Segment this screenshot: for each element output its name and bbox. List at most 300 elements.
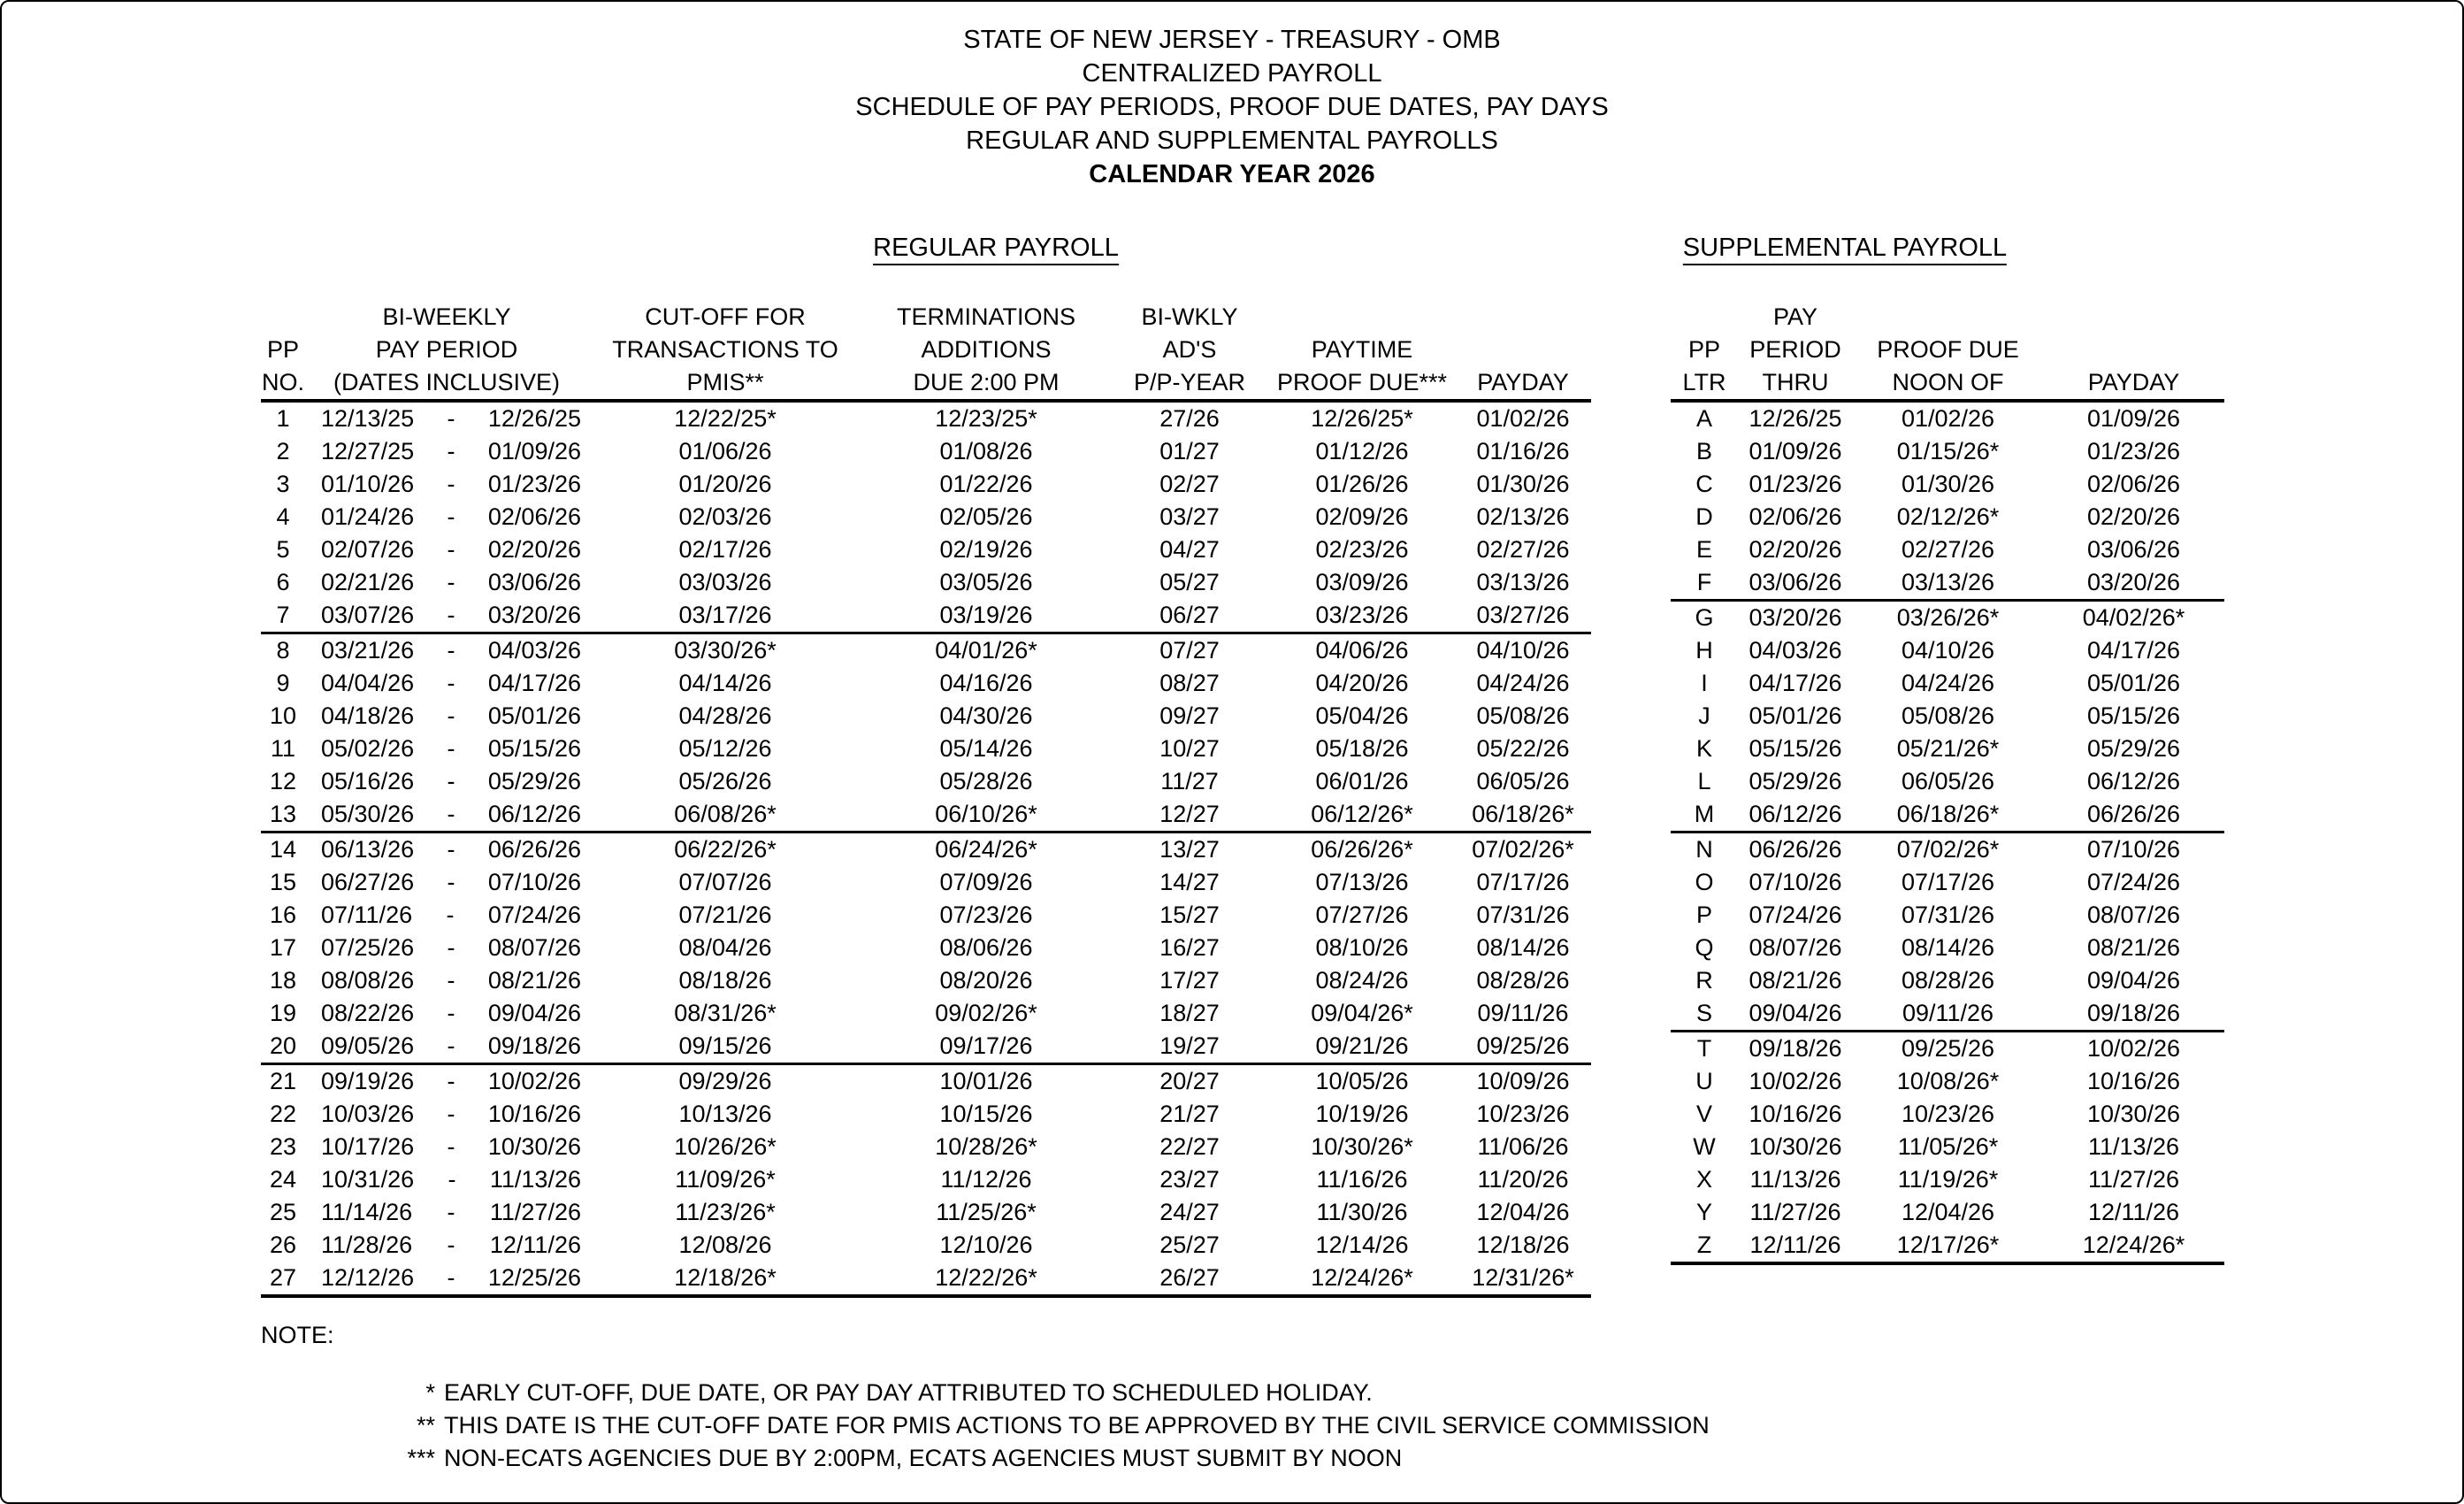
pp-letter: G — [1695, 604, 1714, 631]
proof-due-date: 08/14/26 — [1901, 934, 1995, 961]
terminations-date: 03/19/26 — [862, 599, 1110, 633]
period-separator: - — [447, 735, 455, 762]
col-header-payday — [1455, 301, 1591, 401]
pp-number: 16 — [269, 902, 297, 928]
supplemental-table-body — [1671, 401, 2224, 1263]
payday-date: 11/13/26 — [2087, 1133, 2180, 1160]
paytime-proof-due-date: 04/06/26 — [1315, 637, 1409, 664]
supplemental-row-C — [1671, 468, 2224, 501]
terminations-date: 12/10/26 — [939, 1232, 1033, 1258]
cutoff-date: 05/12/26 — [678, 735, 772, 762]
pp-letter: T — [1696, 1035, 1712, 1062]
proof-due-date: 01/02/26 — [1901, 405, 1995, 432]
pay-period-range — [305, 798, 588, 831]
regular-row-8 — [261, 633, 1591, 668]
biwkly-ads-pp-year: 27/26 — [1159, 405, 1220, 432]
period-separator: - — [447, 1068, 455, 1094]
note-marker: *** — [407, 1445, 435, 1471]
period-end-date: 03/06/26 — [487, 569, 581, 595]
biwkly-ads-pp-year: 10/27 — [1159, 735, 1220, 762]
period-separator: - — [447, 1199, 455, 1225]
paytime-proof-due-date: 08/10/26 — [1315, 934, 1409, 961]
period-separator: - — [447, 702, 455, 729]
payday-date: 10/30/26 — [2086, 1101, 2181, 1127]
pp-number: 26 — [269, 1232, 297, 1258]
proof-due-date: 07/02/26* — [1896, 836, 2000, 863]
title-line-department: CENTRALIZED PAYROLL — [1082, 59, 1382, 88]
payday-date: 01/16/26 — [1476, 438, 1570, 464]
pay-period-thru-date: 10/16/26 — [1749, 1101, 1842, 1127]
pay-period-thru-date: 09/04/26 — [1738, 997, 1853, 1032]
payday-date: 02/06/26 — [2086, 471, 2181, 497]
payday-date: 02/27/26 — [1476, 536, 1570, 563]
supplemental-row-W — [1671, 1131, 2224, 1163]
payday-date: 07/02/26* — [1472, 836, 1574, 863]
column-header-line: NO. — [261, 369, 304, 395]
pp-letter: Y — [1695, 1199, 1712, 1225]
column-header-line: TERMINATIONS — [897, 303, 1075, 330]
pay-period-thru-date: 07/24/26 — [1749, 902, 1842, 928]
supplemental-row-J — [1671, 700, 2224, 733]
payday-date: 08/28/26 — [1476, 967, 1570, 994]
terminations-date: 07/23/26 — [939, 902, 1033, 928]
pay-period-thru-date: 05/01/26 — [1749, 702, 1842, 729]
pp-number: 22 — [269, 1101, 297, 1127]
cutoff-date: 06/08/26* — [588, 798, 862, 833]
regular-table — [261, 301, 1591, 1298]
payday-date: 10/02/26 — [2086, 1035, 2181, 1062]
pay-period-thru-date: 02/06/26 — [1749, 503, 1842, 530]
pp-letter: C — [1695, 471, 1713, 497]
pp-letter: Z — [1671, 1229, 1738, 1263]
terminations-date: 06/10/26* — [862, 798, 1110, 833]
pay-period-dates — [305, 866, 588, 899]
period-start-date: 02/07/26 — [321, 536, 415, 563]
payday-date: 03/20/26 — [2043, 566, 2224, 601]
supplemental-row-I — [1671, 667, 2224, 700]
period-separator: - — [447, 602, 455, 628]
terminations-date: 08/20/26 — [939, 967, 1033, 994]
period-end-date: 10/30/26 — [487, 1133, 581, 1160]
terminations-date: 09/17/26 — [862, 1030, 1110, 1064]
col-header-paytime-proof-due — [1269, 301, 1455, 401]
pay-period-dates — [305, 599, 588, 633]
pay-period-thru-date: 01/09/26 — [1749, 438, 1842, 464]
paytime-proof-due-date: 07/27/26 — [1315, 902, 1409, 928]
pay-period-range — [305, 833, 588, 866]
terminations-date: 03/05/26 — [939, 569, 1033, 595]
pay-period-range — [305, 700, 588, 733]
payday-date: 09/25/26 — [1455, 1030, 1591, 1064]
period-start-date: 02/21/26 — [321, 569, 415, 595]
pay-period-range — [305, 964, 588, 997]
period-start-date: 09/05/26 — [321, 1032, 415, 1059]
regular-row-5 — [261, 533, 1591, 566]
column-header-line: DUE 2:00 PM — [913, 369, 1060, 395]
pay-period-range — [305, 1030, 588, 1063]
payday-date: 10/16/26 — [2086, 1068, 2181, 1094]
pp-number: 6 — [276, 569, 290, 595]
pp-number: 23 — [269, 1133, 297, 1160]
period-end-date: 07/24/26 — [487, 902, 581, 928]
pp-letter: V — [1695, 1101, 1712, 1127]
terminations-date: 04/16/26 — [939, 670, 1033, 696]
biwkly-ads-pp-year: 02/27 — [1159, 471, 1220, 497]
period-start-date: 06/13/26 — [321, 836, 415, 863]
payday-date: 04/17/26 — [2086, 637, 2181, 664]
biwkly-ads-pp-year: 26/27 — [1110, 1262, 1269, 1296]
pp-number: 5 — [276, 536, 290, 563]
pp-number: 3 — [276, 471, 290, 497]
cutoff-date: 08/31/26* — [674, 1000, 777, 1026]
period-start-date: 09/19/26 — [321, 1068, 415, 1094]
payday-date: 02/13/26 — [1476, 503, 1570, 530]
regular-row-23 — [261, 1131, 1591, 1163]
supplemental-row-Z — [1671, 1229, 2224, 1263]
pay-period-thru-date: 04/03/26 — [1749, 637, 1842, 664]
period-end-date: 09/18/26 — [487, 1032, 581, 1059]
period-start-date: 04/18/26 — [321, 702, 415, 729]
paytime-proof-due-date: 06/26/26* — [1311, 836, 1413, 863]
supplemental-row-T — [1671, 1032, 2224, 1066]
pay-period-range — [305, 1196, 588, 1229]
pp-letter: F — [1671, 566, 1738, 601]
payday-date: 01/02/26 — [1476, 405, 1570, 432]
terminations-date: 01/08/26 — [939, 438, 1033, 464]
pp-number: 20 — [261, 1030, 305, 1064]
paytime-proof-due-date: 09/21/26 — [1269, 1030, 1455, 1064]
cutoff-date: 06/22/26* — [674, 836, 777, 863]
column-header-line: ADDITIONS — [921, 336, 1052, 363]
paytime-proof-due-date: 06/01/26 — [1315, 768, 1409, 794]
cutoff-date: 03/17/26 — [588, 599, 862, 633]
period-start-date: 12/27/25 — [321, 438, 415, 464]
pp-number: 25 — [269, 1199, 297, 1225]
supplemental-row-N — [1671, 833, 2224, 867]
period-end-date: 08/07/26 — [487, 934, 581, 961]
pp-letter: R — [1695, 967, 1713, 994]
payday-date: 08/14/26 — [1476, 934, 1570, 961]
biwkly-ads-pp-year: 22/27 — [1159, 1133, 1220, 1160]
period-start-date: 10/03/26 — [321, 1101, 415, 1127]
note-item-3 — [380, 1442, 1710, 1475]
pp-number: 18 — [269, 967, 297, 994]
pp-letter: K — [1695, 735, 1712, 762]
supplemental-row-U — [1671, 1065, 2224, 1098]
regular-row-13 — [261, 798, 1591, 833]
pp-letter: U — [1695, 1068, 1713, 1094]
note-marker: * — [425, 1379, 435, 1406]
pay-period-thru-date: 06/26/26 — [1749, 836, 1842, 863]
pay-period-dates — [305, 765, 588, 798]
proof-due-date: 05/21/26* — [1896, 735, 2000, 762]
period-separator: - — [447, 637, 455, 664]
terminations-date: 11/25/26* — [936, 1199, 1037, 1225]
payday-date: 12/24/26* — [2043, 1229, 2224, 1263]
pay-period-dates — [305, 566, 588, 599]
payday-date: 11/20/26 — [1477, 1166, 1569, 1193]
cutoff-date: 01/06/26 — [678, 438, 772, 464]
period-end-date: 12/11/26 — [489, 1232, 581, 1258]
payday-date: 11/27/26 — [2087, 1166, 2180, 1193]
proof-due-date: 01/15/26* — [1896, 438, 2000, 464]
regular-row-14 — [261, 833, 1591, 867]
period-end-date: 08/21/26 — [487, 967, 581, 994]
pay-period-dates — [305, 1030, 588, 1064]
paytime-proof-due-date: 01/26/26 — [1315, 471, 1409, 497]
cutoff-date: 04/14/26 — [678, 670, 772, 696]
pp-letter: E — [1695, 536, 1712, 563]
pay-period-range — [305, 501, 588, 533]
terminations-date: 06/24/26* — [935, 836, 1037, 863]
biwkly-ads-pp-year: 25/27 — [1159, 1232, 1220, 1258]
cutoff-date: 12/08/26 — [678, 1232, 772, 1258]
payday-date: 04/02/26* — [2082, 604, 2185, 631]
biwkly-ads-pp-year: 20/27 — [1159, 1068, 1220, 1094]
period-start-date: 07/25/26 — [321, 934, 415, 961]
payday-date: 07/10/26 — [2086, 836, 2181, 863]
period-start-date: 04/04/26 — [321, 670, 415, 696]
period-end-date: 12/26/25 — [487, 405, 581, 432]
pay-period-thru-date: 05/15/26 — [1749, 735, 1842, 762]
payday-date: 08/07/26 — [2086, 902, 2181, 928]
pp-letter: I — [1701, 670, 1708, 696]
period-end-date: 01/23/26 — [487, 471, 581, 497]
pay-period-dates — [305, 833, 588, 867]
column-header-line: PROOF DUE*** — [1276, 369, 1448, 395]
cutoff-date: 02/17/26 — [678, 536, 772, 563]
pay-period-range — [305, 1098, 588, 1131]
pay-period-dates — [305, 1064, 588, 1099]
column-header-line: AD'S — [1162, 336, 1217, 363]
pay-period-dates — [305, 533, 588, 566]
supplemental-row-Q — [1671, 932, 2224, 964]
pay-period-range — [305, 997, 588, 1030]
cutoff-date: 11/09/26* — [675, 1166, 776, 1193]
column-header-line: TRANSACTIONS TO — [612, 336, 838, 363]
payday-date: 05/22/26 — [1476, 735, 1570, 762]
column-header-line: PP — [1687, 336, 1721, 363]
pay-period-dates — [305, 932, 588, 964]
biwkly-ads-pp-year: 11/27 — [1160, 768, 1219, 794]
pay-period-thru-date: 10/02/26 — [1749, 1068, 1842, 1094]
regular-row-26 — [261, 1229, 1591, 1262]
period-end-date: 02/06/26 — [487, 503, 581, 530]
pp-number: 4 — [276, 503, 290, 530]
note-marker: ** — [416, 1412, 435, 1439]
proof-due-date: 05/08/26 — [1901, 702, 1995, 729]
pay-period-dates — [305, 435, 588, 468]
pay-period-range — [305, 899, 588, 932]
terminations-date: 05/14/26 — [939, 735, 1033, 762]
period-end-date: 11/27/26 — [489, 1199, 581, 1225]
regular-row-9 — [261, 667, 1591, 700]
pay-period-dates — [305, 501, 588, 533]
payday-date: 08/21/26 — [2086, 934, 2181, 961]
regular-row-24 — [261, 1163, 1591, 1196]
col-header-biwkly-ads — [1110, 301, 1269, 401]
supplemental-row-F — [1671, 566, 2224, 601]
regular-row-15 — [261, 866, 1591, 899]
pp-number: 24 — [269, 1166, 297, 1193]
period-separator: - — [446, 902, 455, 928]
period-end-date: 05/29/26 — [487, 768, 581, 794]
period-separator: - — [447, 801, 455, 827]
regular-payroll-section-title-text: REGULAR PAYROLL — [873, 234, 1119, 265]
cutoff-date: 08/18/26 — [678, 967, 772, 994]
regular-row-17 — [261, 932, 1591, 964]
proof-due-date: 02/12/26* — [1896, 503, 2000, 530]
proof-due-date: 09/11/26 — [1853, 997, 2043, 1032]
col-header-pp-no — [261, 301, 305, 401]
supplemental-row-D — [1671, 501, 2224, 533]
notes-list — [380, 1377, 1710, 1475]
supplemental-row-B — [1671, 435, 2224, 468]
pay-period-dates — [305, 1229, 588, 1262]
supplemental-row-G — [1671, 601, 2224, 635]
regular-row-20 — [261, 1030, 1591, 1064]
pay-period-dates — [305, 899, 588, 932]
note-text: NON-ECATS AGENCIES DUE BY 2:00PM, ECATS AGENCIES MUST SUBMIT BY NOON — [444, 1445, 1403, 1471]
proof-due-date: 02/27/26 — [1901, 536, 1995, 563]
biwkly-ads-pp-year: 18/27 — [1159, 1000, 1220, 1026]
proof-due-date: 11/19/26* — [1897, 1166, 1999, 1193]
terminations-date: 04/01/26* — [935, 637, 1037, 664]
pay-period-dates — [305, 733, 588, 765]
period-separator: - — [447, 536, 455, 563]
title-line-calendar-year: CALENDAR YEAR 2026 — [1089, 160, 1375, 188]
paytime-proof-due-date: 10/30/26* — [1311, 1133, 1413, 1160]
period-end-date: 06/26/26 — [487, 836, 581, 863]
pay-period-dates — [305, 1098, 588, 1131]
pp-letter: Q — [1695, 934, 1714, 961]
cutoff-date: 03/30/26* — [674, 637, 777, 664]
terminations-date: 02/05/26 — [939, 503, 1033, 530]
proof-due-date: 01/30/26 — [1901, 471, 1995, 497]
period-separator: - — [447, 1232, 455, 1258]
col-header-cutoff-pmis — [588, 301, 862, 401]
pay-period-range — [305, 403, 588, 435]
period-start-date: 08/22/26 — [321, 1000, 415, 1026]
col-header-pp-ltr — [1671, 301, 1738, 401]
pay-period-range — [305, 866, 588, 899]
regular-row-10 — [261, 700, 1591, 733]
pay-period-range — [305, 1163, 588, 1196]
pay-period-range — [305, 533, 588, 566]
title-line-agency: STATE OF NEW JERSEY - TREASURY - OMB — [963, 26, 1501, 54]
column-header-line: (DATES INCLUSIVE) — [333, 369, 561, 395]
pp-number: 27 — [261, 1262, 305, 1296]
paytime-proof-due-date: 12/24/26* — [1269, 1262, 1455, 1296]
period-end-date: 04/03/26 — [487, 637, 581, 664]
supplemental-row-H — [1671, 634, 2224, 667]
pay-period-range — [305, 599, 588, 632]
terminations-date: 09/02/26* — [935, 1000, 1037, 1026]
cutoff-date: 10/26/26* — [674, 1133, 777, 1160]
terminations-date: 01/22/26 — [939, 471, 1033, 497]
biwkly-ads-pp-year: 06/27 — [1110, 599, 1269, 633]
pay-period-thru-date: 04/17/26 — [1749, 670, 1842, 696]
payday-date: 12/11/26 — [2087, 1199, 2180, 1225]
regular-row-16 — [261, 899, 1591, 932]
cutoff-date: 12/22/25* — [674, 405, 777, 432]
pp-number: 19 — [269, 1000, 297, 1026]
regular-row-12 — [261, 765, 1591, 798]
proof-due-date: 08/28/26 — [1901, 967, 1995, 994]
period-separator: - — [447, 1264, 455, 1291]
biwkly-ads-pp-year: 16/27 — [1159, 934, 1220, 961]
pp-number: 2 — [276, 438, 290, 464]
column-header-line — [1455, 334, 1591, 366]
column-header-line: P/P-YEAR — [1133, 369, 1246, 395]
payday-date: 03/13/26 — [1476, 569, 1570, 595]
terminations-date: 08/06/26 — [939, 934, 1033, 961]
note-text: EARLY CUT-OFF, DUE DATE, OR PAY DAY ATTRIBUTED TO SCHEDULED HOLIDAY. — [444, 1379, 1373, 1406]
period-end-date: 10/16/26 — [487, 1101, 581, 1127]
supplemental-row-O — [1671, 866, 2224, 899]
column-header-line: CUT-OFF FOR — [645, 303, 806, 330]
biwkly-ads-pp-year: 23/27 — [1159, 1166, 1220, 1193]
proof-due-date: 04/10/26 — [1901, 637, 1995, 664]
payday-date: 04/24/26 — [1476, 670, 1570, 696]
column-header-line: THRU — [1762, 369, 1829, 395]
pay-period-dates — [305, 1131, 588, 1163]
period-separator: - — [447, 1101, 455, 1127]
regular-row-6 — [261, 566, 1591, 599]
note-label: NOTE: — [261, 1322, 334, 1348]
column-header-line — [2043, 301, 2224, 334]
paytime-proof-due-date: 05/18/26 — [1315, 735, 1409, 762]
regular-row-21 — [261, 1064, 1591, 1099]
paytime-proof-due-date: 05/04/26 — [1315, 702, 1409, 729]
pay-period-dates — [305, 700, 588, 733]
pp-letter: N — [1695, 836, 1713, 863]
period-separator: - — [447, 569, 455, 595]
period-start-date: 10/31/26 — [321, 1166, 415, 1193]
biwkly-ads-pp-year: 12/27 — [1110, 798, 1269, 833]
pp-letter: P — [1695, 902, 1712, 928]
payday-date: 01/09/26 — [2086, 405, 2181, 432]
biwkly-ads-pp-year: 07/27 — [1159, 637, 1220, 664]
proof-due-date: 11/05/26* — [1897, 1133, 1999, 1160]
period-end-date: 11/13/26 — [489, 1166, 581, 1193]
pp-number: 13 — [261, 798, 305, 833]
pay-period-thru-date: 11/13/26 — [1749, 1166, 1841, 1193]
period-start-date: 05/16/26 — [321, 768, 415, 794]
payday-date: 01/23/26 — [2086, 438, 2181, 464]
period-end-date: 06/12/26 — [487, 801, 581, 827]
proof-due-date: 06/18/26* — [1853, 798, 2043, 833]
column-header-line — [1269, 301, 1455, 334]
regular-row-2 — [261, 435, 1591, 468]
terminations-date: 05/28/26 — [939, 768, 1033, 794]
pay-period-range — [305, 1065, 588, 1098]
period-end-date: 10/02/26 — [487, 1068, 581, 1094]
proof-due-date: 06/05/26 — [1901, 768, 1995, 794]
payday-date: 12/18/26 — [1476, 1232, 1570, 1258]
period-separator: - — [448, 1166, 456, 1193]
pay-period-range — [305, 435, 588, 468]
terminations-date: 04/30/26 — [939, 702, 1033, 729]
pp-number: 8 — [276, 637, 290, 664]
paytime-proof-due-date: 08/24/26 — [1315, 967, 1409, 994]
pp-letter: X — [1695, 1166, 1712, 1193]
supplemental-row-L — [1671, 765, 2224, 798]
supplemental-row-M — [1671, 798, 2224, 833]
period-separator: - — [447, 438, 455, 464]
pay-period-thru-date: 12/26/25 — [1749, 405, 1842, 432]
pay-period-dates — [305, 964, 588, 997]
